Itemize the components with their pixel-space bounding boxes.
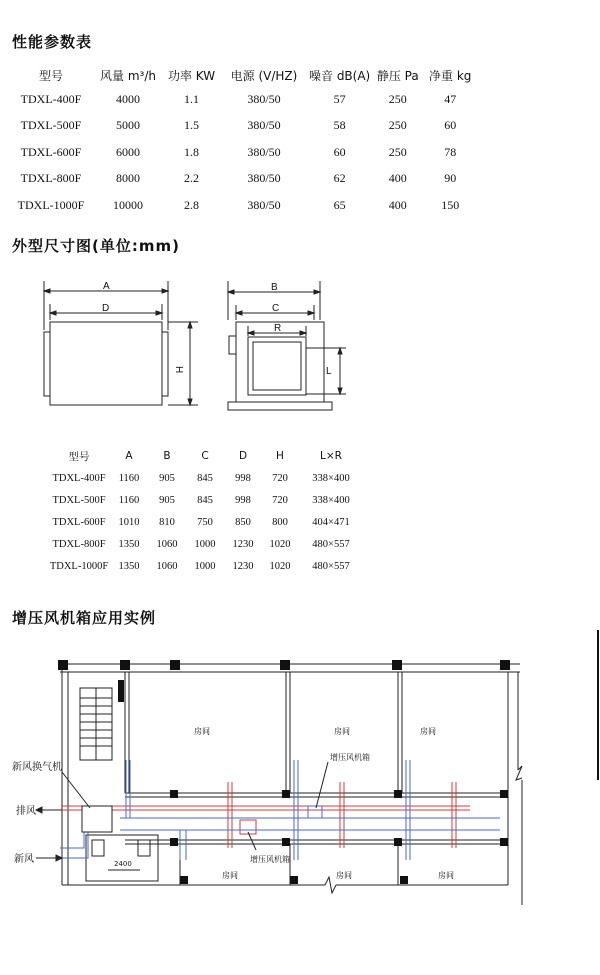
table-cell: 1160 — [118, 494, 140, 506]
table-cell: 480×557 — [312, 560, 350, 572]
table-cell: TDXL-800F — [20, 171, 82, 186]
col-header: 净重 kg — [429, 68, 472, 83]
table-cell: 58 — [333, 118, 346, 133]
table-cell: 250 — [388, 118, 407, 133]
room-label: 房间 — [334, 727, 350, 736]
table-cell: 1020 — [269, 538, 291, 550]
floor-plan — [60, 664, 522, 905]
width-label: 2400 — [114, 860, 132, 868]
table-cell: 1010 — [118, 516, 140, 528]
table-row — [48, 533, 364, 555]
dim-label-b: B — [271, 282, 278, 293]
table-cell: 60 — [444, 118, 457, 133]
col-header: 型号 — [38, 68, 63, 83]
table-cell: 1060 — [156, 560, 178, 572]
table-cell: 720 — [272, 472, 288, 484]
room-label: 房间 — [336, 871, 352, 880]
table-cell: 380/50 — [247, 91, 281, 106]
table-cell: 150 — [441, 197, 460, 212]
side-inlet-outer — [248, 337, 306, 395]
table-cell: 998 — [235, 472, 251, 484]
col-header: 静压 Pa — [376, 68, 419, 83]
table-cell: 380/50 — [247, 171, 281, 186]
table-cell: 90 — [444, 171, 457, 186]
col-header: H — [276, 450, 284, 462]
table-cell: TDXL-800F — [52, 538, 106, 550]
table-cell: 845 — [197, 494, 213, 506]
col-header: 电源 (V/HZ) — [230, 68, 298, 83]
exhaust-label: 排风 — [16, 806, 36, 817]
dim-label-h: H — [173, 366, 184, 374]
table-cell: TDXL-600F — [20, 144, 82, 159]
table-cell: 1.5 — [184, 118, 199, 133]
table-cell: 810 — [159, 516, 175, 528]
table-cell: 57 — [333, 91, 346, 106]
col-header: 型号 — [68, 450, 90, 463]
table-cell: TDXL-400F — [20, 91, 82, 106]
page-edge-bar — [597, 630, 599, 780]
table-cell: TDXL-1000F — [17, 197, 85, 212]
table-cell: 404×471 — [312, 516, 350, 528]
table-cell: 338×400 — [312, 494, 350, 506]
dim-label-a: A — [103, 281, 110, 292]
table-cell: 78 — [444, 144, 457, 159]
table-cell: 1160 — [118, 472, 140, 484]
table-cell: 1.8 — [184, 144, 199, 159]
table-cell: 850 — [235, 516, 251, 528]
table-cell: TDXL-500F — [20, 118, 82, 133]
table-cell: TDXL-500F — [52, 494, 106, 506]
fresh-label: 新风 — [14, 854, 34, 865]
fresh-unit-label: 新风换气机 — [12, 762, 62, 773]
table-cell: 480×557 — [312, 538, 350, 550]
col-header: D — [238, 450, 248, 462]
table-cell: 2.8 — [184, 197, 199, 212]
table-cell: TDXL-600F — [52, 516, 106, 528]
table-cell: 1060 — [156, 538, 178, 550]
table-cell: 6000 — [116, 144, 140, 159]
room-label: 房间 — [222, 871, 238, 880]
dimension-table — [48, 445, 364, 577]
table-row — [48, 511, 364, 533]
table-cell: 720 — [272, 494, 288, 506]
table-cell: 1.1 — [184, 91, 199, 106]
col-header: 风量 m³/h — [100, 68, 156, 83]
booster-label-1: 增压风机箱 — [330, 753, 370, 762]
room-label: 房间 — [438, 871, 454, 880]
table-cell: 250 — [388, 91, 407, 106]
dim-label-c: C — [272, 303, 280, 314]
performance-title: 性能参数表 — [12, 33, 93, 51]
dim-label-d: D — [102, 303, 110, 314]
table-row — [48, 489, 364, 511]
table-cell: 1000 — [194, 560, 216, 572]
table-cell: 905 — [159, 472, 175, 484]
red-exhaust-ducts — [62, 782, 470, 848]
col-header: L×R — [320, 450, 342, 462]
table-cell: 62 — [333, 171, 346, 186]
table-cell: 8000 — [116, 171, 140, 186]
side-outlet — [229, 336, 236, 354]
table-cell: 1230 — [232, 560, 254, 572]
side-base — [228, 402, 332, 410]
front-left-flange — [44, 332, 50, 396]
col-header: B — [163, 450, 171, 462]
table-cell: 750 — [197, 516, 213, 528]
table-cell: TDXL-1000F — [49, 560, 109, 572]
room-label: 房间 — [420, 727, 436, 736]
col-header: A — [125, 450, 133, 462]
table-cell: 380/50 — [247, 197, 281, 212]
dim-label-r: R — [274, 323, 282, 334]
table-cell: 2.2 — [184, 171, 199, 186]
application-title: 增压风机箱应用实例 — [12, 609, 157, 627]
table-cell: 998 — [235, 494, 251, 506]
table-cell: 380/50 — [247, 144, 281, 159]
front-body — [50, 322, 162, 405]
table-cell: 1350 — [118, 538, 140, 550]
front-right-flange — [162, 332, 168, 396]
table-row — [48, 467, 364, 489]
col-header: C — [201, 450, 209, 462]
col-header: 功率 KW — [167, 68, 216, 83]
table-cell: 1020 — [269, 560, 291, 572]
dim-label-l: L — [326, 366, 332, 377]
table-cell: 5000 — [116, 118, 140, 133]
table-cell: 338×400 — [312, 472, 350, 484]
dimension-title: 外型尺寸图(单位:mm) — [12, 237, 180, 255]
table-cell: 905 — [159, 494, 175, 506]
table-cell: 47 — [444, 91, 457, 106]
table-cell: 4000 — [116, 91, 140, 106]
table-header-row — [48, 445, 364, 467]
table-cell: 250 — [388, 144, 407, 159]
table-cell: 10000 — [113, 197, 143, 212]
table-cell: 1230 — [232, 538, 254, 550]
table-cell: 1000 — [194, 538, 216, 550]
col-header: 噪音 dB(A) — [309, 68, 371, 83]
table-cell: 380/50 — [247, 118, 281, 133]
front-view-drawing — [44, 281, 198, 405]
table-cell: 400 — [388, 197, 407, 212]
booster-label-2: 增压风机箱 — [250, 855, 290, 864]
table-cell: 400 — [388, 171, 407, 186]
fresh-air-unit — [82, 806, 112, 832]
room-label: 房间 — [194, 727, 210, 736]
table-cell: 65 — [333, 197, 346, 212]
table-cell: TDXL-400F — [52, 472, 106, 484]
table-cell: 60 — [333, 144, 346, 159]
table-cell: 1350 — [118, 560, 140, 572]
table-row — [48, 555, 364, 577]
table-cell: 800 — [272, 516, 288, 528]
side-inlet-inner — [253, 342, 301, 390]
side-view-drawing — [228, 281, 346, 410]
table-cell: 845 — [197, 472, 213, 484]
